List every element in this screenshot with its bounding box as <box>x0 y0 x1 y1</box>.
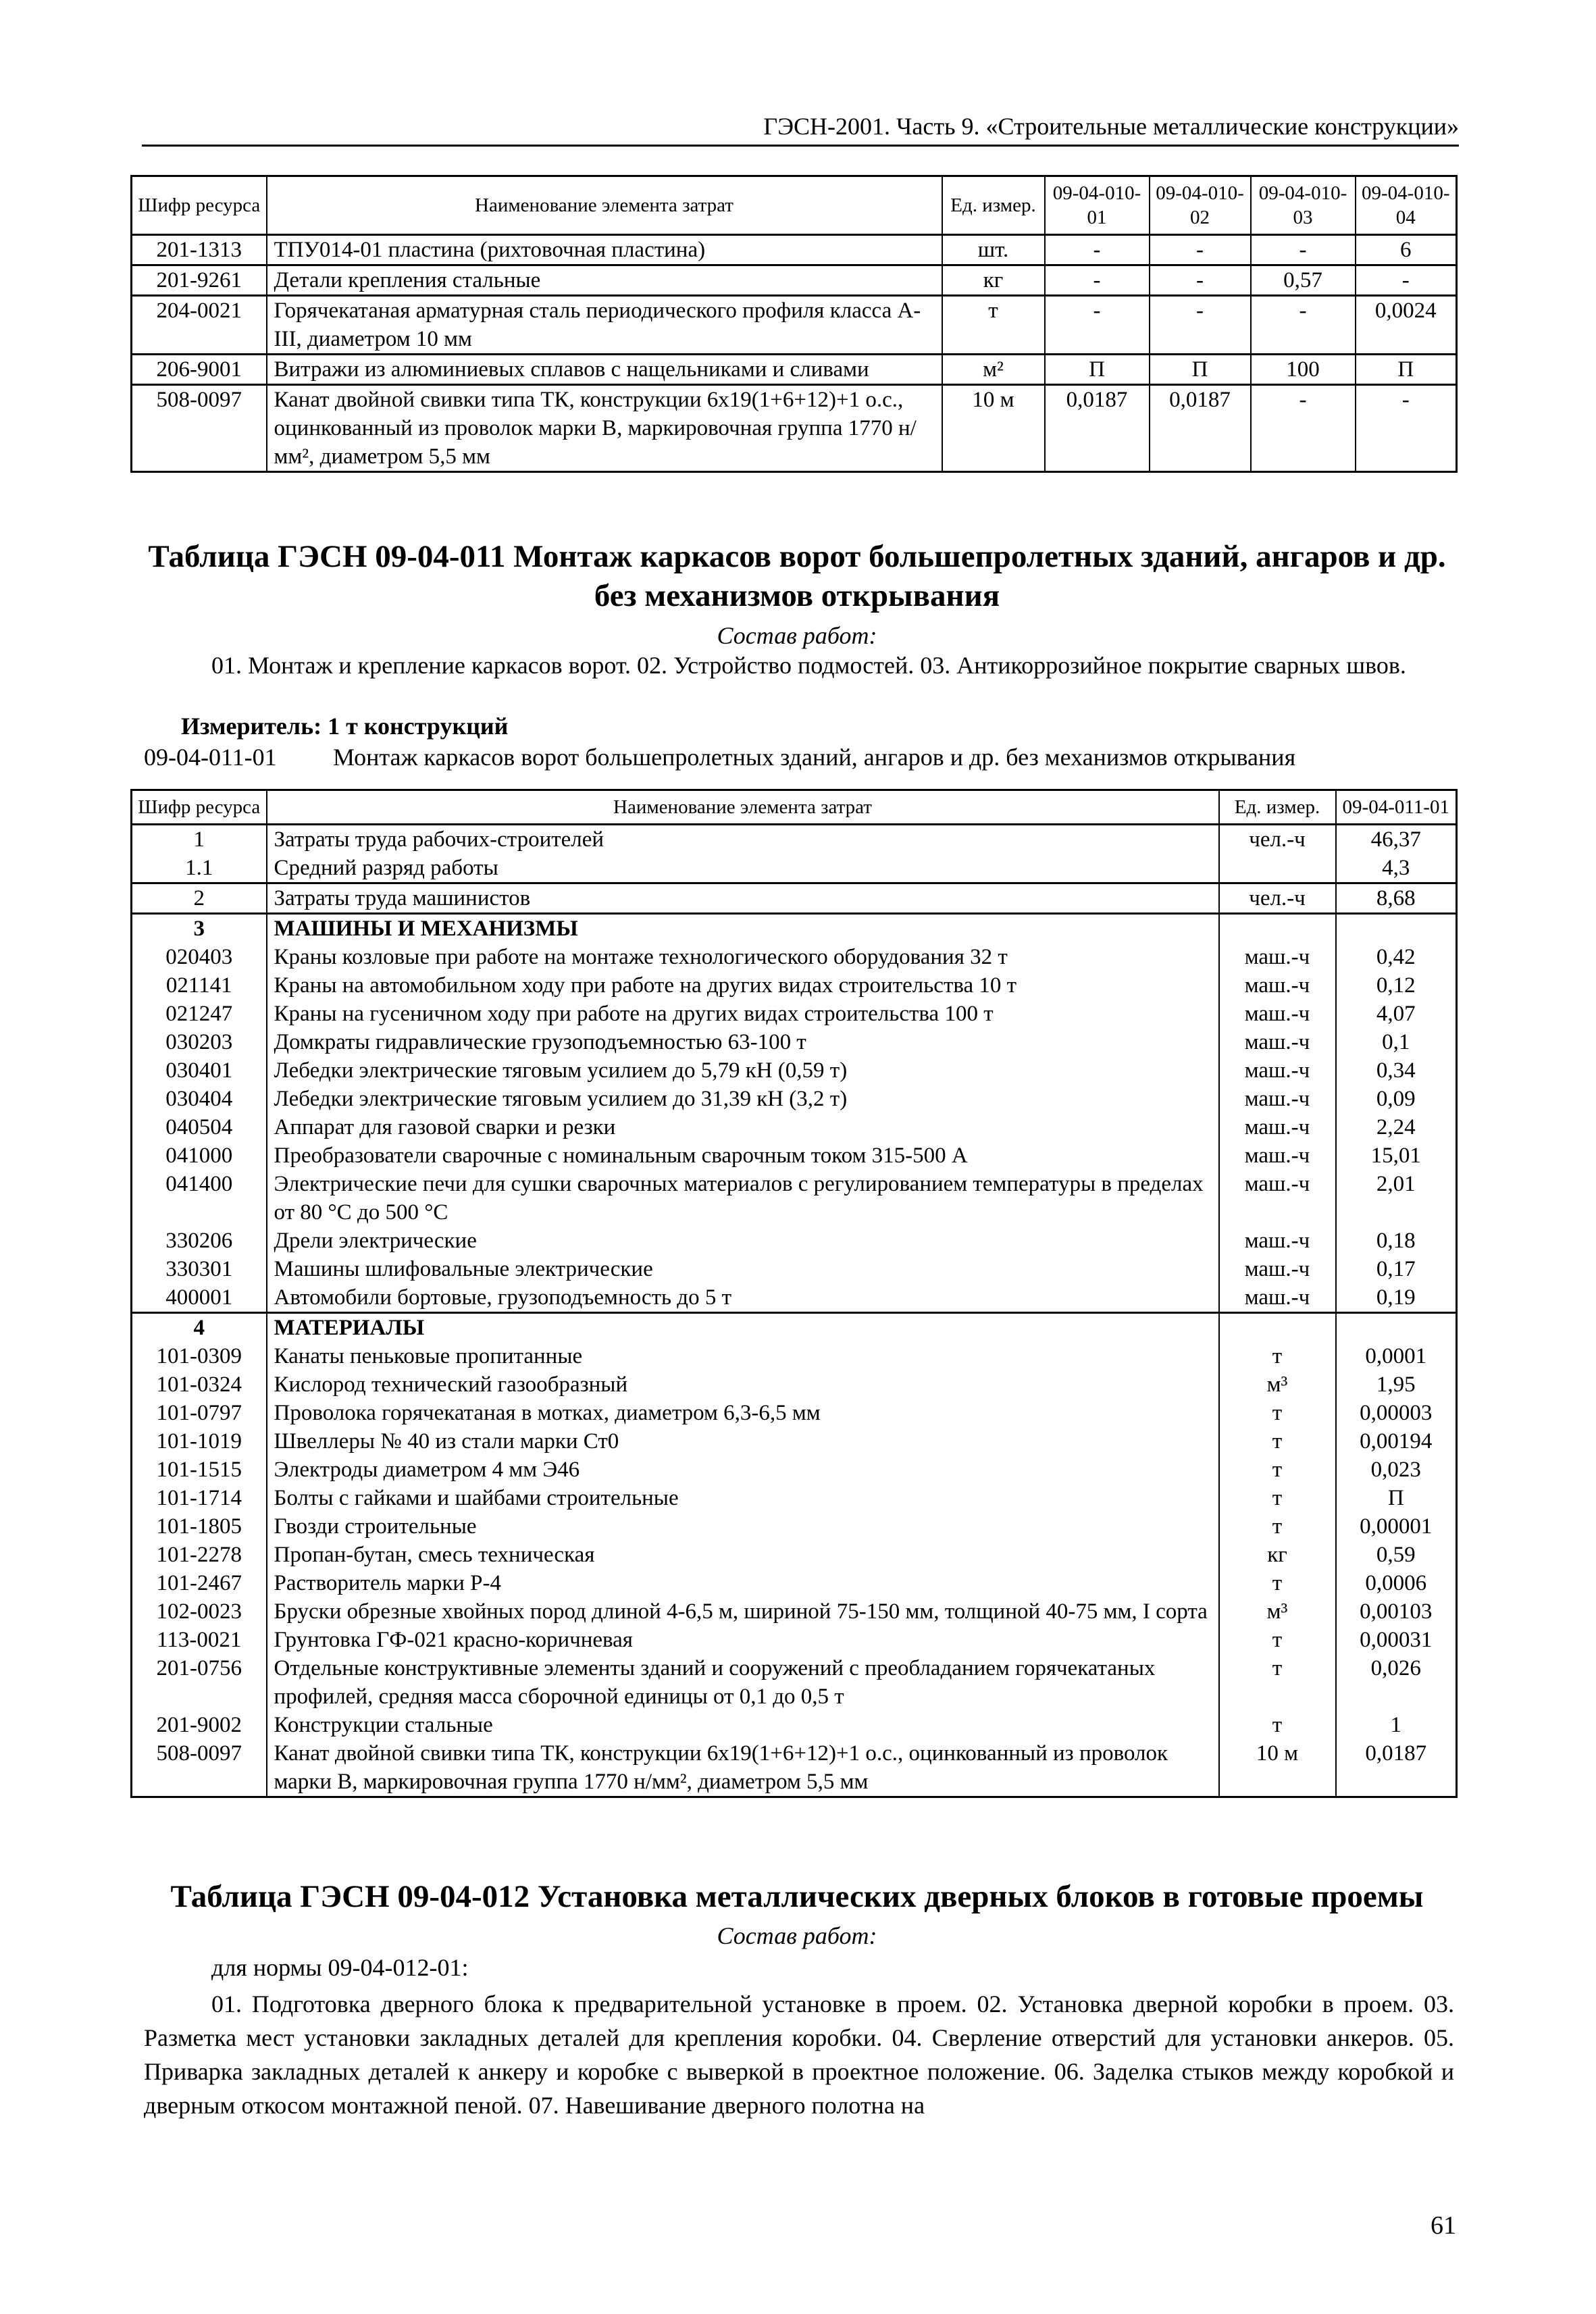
resource-code: 020403 <box>132 943 267 971</box>
table-row <box>132 1654 1457 1711</box>
resource-name: Электроды диаметром 4 мм Э46 <box>267 1456 1219 1484</box>
norm-value: 100 <box>1251 355 1356 385</box>
norm-value: 0,09 <box>1336 1085 1457 1113</box>
table-row <box>132 1512 1457 1541</box>
norm-value: П <box>1045 355 1150 385</box>
resource-unit: т <box>1219 1427 1336 1456</box>
table-row <box>132 1000 1457 1028</box>
norm-value: 0,1 <box>1336 1028 1457 1056</box>
measurer: Измеритель: 1 т конструкций <box>181 713 509 740</box>
resource-name: Проволока горячекатаная в мотках, диаметром 6,3-6,5 мм <box>267 1399 1219 1427</box>
resource-name: МАШИНЫ И МЕХАНИЗМЫ <box>267 914 1219 944</box>
resource-unit: т <box>1219 1569 1336 1597</box>
norm-value: 0,0187 <box>1150 385 1251 472</box>
norm-value: П <box>1150 355 1251 385</box>
resource-code: 113-0021 <box>132 1626 267 1654</box>
resource-code: 330206 <box>132 1227 267 1255</box>
resource-code: 1 <box>132 825 267 854</box>
resource-name: Витражи из алюминиевых сплавов с нащельниками и сливами <box>267 355 942 385</box>
resource-name: Затраты труда машинистов <box>267 883 1219 914</box>
resource-code: 021141 <box>132 971 267 1000</box>
resource-code: 030404 <box>132 1085 267 1113</box>
resource-code: 101-1515 <box>132 1456 267 1484</box>
resource-code: 201-9261 <box>132 265 267 296</box>
resource-name: Канаты пеньковые пропитанные <box>267 1342 1219 1370</box>
norm-value: - <box>1150 296 1251 355</box>
table-row <box>132 943 1457 971</box>
resource-code: 330301 <box>132 1255 267 1283</box>
resource-name: Дрели электрические <box>267 1227 1219 1255</box>
resource-name: МАТЕРИАЛЫ <box>267 1313 1219 1343</box>
resource-name: Пропан-бутан, смесь техническая <box>267 1541 1219 1569</box>
table-row <box>132 265 1457 296</box>
resource-code: 1.1 <box>132 854 267 883</box>
resource-name: Бруски обрезные хвойных пород длиной 4-6,5 м, шириной 75-150 мм, толщиной 40-75 мм, I сорта <box>267 1597 1219 1626</box>
work-composition-text: 01. Подготовка дверного блока к предварительной установке в проем. 02. Установка дверной коробки в проем. 03. Разметка мест установки закладных деталей для крепления коробки. 04. Сверление отверстий для установки анкеров. 05. Приварка закладных деталей к анкеру и коробке с выверкой в проектное положение. 06. Заделка стыков между коробкой и дверным откосом монтажной пеной. 07. Навешивание дверного полотна на <box>144 1990 1454 2119</box>
norm-code: 09-04-011-01 <box>144 744 277 771</box>
norm-value: 0,0024 <box>1356 296 1457 355</box>
norm-value: 0,57 <box>1251 265 1356 296</box>
resource-name: Отдельные конструктивные элементы зданий и сооружений с преобладанием горячекатаных профилей, средняя масса сборочной единицы от 0,1 до 0,5 т <box>267 1654 1219 1711</box>
resource-name: Детали крепления стальные <box>267 265 942 296</box>
resource-code: 041400 <box>132 1170 267 1227</box>
resource-unit: т <box>1219 1342 1336 1370</box>
resource-unit: кг <box>942 265 1045 296</box>
table-row <box>132 1626 1457 1654</box>
norm-value: 2,24 <box>1336 1113 1457 1141</box>
resource-code: 204-0021 <box>132 296 267 355</box>
table-row <box>132 1569 1457 1597</box>
resource-code: 102-0023 <box>132 1597 267 1626</box>
resource-code: 030401 <box>132 1056 267 1085</box>
resource-unit: маш.-ч <box>1219 1056 1336 1085</box>
resource-code: 508-0097 <box>132 385 267 472</box>
table-row <box>132 1255 1457 1283</box>
resource-unit: 10 м <box>942 385 1045 472</box>
norm-value: 1 <box>1336 1711 1457 1739</box>
norm-value: 8,68 <box>1336 883 1457 914</box>
table-row <box>132 1597 1457 1626</box>
norm-value: 0,026 <box>1336 1654 1457 1711</box>
resource-name: Болты с гайками и шайбами строительные <box>267 1484 1219 1512</box>
norm-value: - <box>1045 265 1150 296</box>
table-row <box>132 883 1457 914</box>
resource-code: 101-1019 <box>132 1427 267 1456</box>
table-row <box>132 235 1457 265</box>
resource-code: 4 <box>132 1313 267 1343</box>
resource-name: Преобразователи сварочные с номинальным сварочным током 315-500 А <box>267 1141 1219 1170</box>
resource-code: 101-2467 <box>132 1569 267 1597</box>
work-composition-text: 01. Монтаж и крепление каркасов ворот. 02. Устройство подмостей. 03. Антикоррозийное покрытие сварных швов. <box>211 652 1406 679</box>
resource-name: Конструкции стальные <box>267 1711 1219 1739</box>
resource-unit: маш.-ч <box>1219 971 1336 1000</box>
resource-name: Канат двойной свивки типа ТК, конструкции 6х19(1+6+12)+1 о.с., оцинкованный из проволок марки В, маркировочная группа 1770 н/мм², диаметром 5,5 мм <box>267 1739 1219 1797</box>
resource-name: Аппарат для газовой сварки и резки <box>267 1113 1219 1141</box>
resource-unit: м³ <box>1219 1370 1336 1399</box>
resource-unit <box>1219 914 1336 944</box>
norm-value: 15,01 <box>1336 1141 1457 1170</box>
norm-value: 0,00031 <box>1336 1626 1457 1654</box>
resource-unit: маш.-ч <box>1219 1227 1336 1255</box>
table-row <box>132 1484 1457 1512</box>
resource-name: Растворитель марки Р-4 <box>267 1569 1219 1597</box>
norm-value: - <box>1356 385 1457 472</box>
norm-value: 0,12 <box>1336 971 1457 1000</box>
norm-value: - <box>1045 296 1150 355</box>
resource-name: Канат двойной свивки типа ТК, конструкции 6х19(1+6+12)+1 о.с., оцинкованный из проволок марки В, маркировочная группа 1770 н/мм², диаметром 5,5 мм <box>267 385 942 472</box>
resource-unit <box>1219 854 1336 883</box>
norm-value: 0,00194 <box>1336 1427 1457 1456</box>
table-row <box>132 296 1457 355</box>
resource-unit: чел.-ч <box>1219 825 1336 854</box>
norm-value: П <box>1356 355 1457 385</box>
resource-code: 508-0097 <box>132 1739 267 1797</box>
resource-name: Лебедки электрические тяговым усилием до 5,79 кН (0,59 т) <box>267 1056 1219 1085</box>
norm-value: 4,07 <box>1336 1000 1457 1028</box>
table-row <box>132 1085 1457 1113</box>
resource-table-09-04-011 <box>130 789 1458 1798</box>
norm-value: 0,023 <box>1336 1456 1457 1484</box>
resource-unit: маш.-ч <box>1219 1283 1336 1313</box>
resource-unit: т <box>1219 1512 1336 1541</box>
norm-value: - <box>1356 265 1457 296</box>
resource-unit: маш.-ч <box>1219 1141 1336 1170</box>
resource-code: 030203 <box>132 1028 267 1056</box>
resource-unit: т <box>942 296 1045 355</box>
norm-value: 0,19 <box>1336 1283 1457 1313</box>
norm-value: - <box>1150 265 1251 296</box>
header-name: Наименование элемента затрат <box>267 790 1219 825</box>
norm-value: 0,42 <box>1336 943 1457 971</box>
resource-code: 041000 <box>132 1141 267 1170</box>
norm-value: 0,0006 <box>1336 1569 1457 1597</box>
resource-code: 101-0324 <box>132 1370 267 1399</box>
resource-unit: маш.-ч <box>1219 1085 1336 1113</box>
norm-value: 0,0001 <box>1336 1342 1457 1370</box>
header-unit: Ед. измер. <box>942 176 1045 235</box>
resource-code: 101-2278 <box>132 1541 267 1569</box>
resource-unit: маш.-ч <box>1219 1170 1336 1227</box>
resource-name: Домкраты гидравлические грузоподъемностью 63-100 т <box>267 1028 1219 1056</box>
header-norm-col: 09-04-010-03 <box>1251 176 1356 235</box>
resource-unit: т <box>1219 1456 1336 1484</box>
resource-code: 040504 <box>132 1113 267 1141</box>
table-row <box>132 1541 1457 1569</box>
table-row <box>132 854 1457 883</box>
table-row <box>132 1342 1457 1370</box>
resource-name: Гвозди строительные <box>267 1512 1219 1541</box>
norm-value: П <box>1336 1484 1457 1512</box>
header-norm-col: 09-04-010-04 <box>1356 176 1457 235</box>
resource-name: Краны козловые при работе на монтаже технологического оборудования 32 т <box>267 943 1219 971</box>
resource-name: Краны на гусеничном ходу при работе на других видах строительства 100 т <box>267 1000 1219 1028</box>
norm-value: 0,34 <box>1336 1056 1457 1085</box>
resource-unit: кг <box>1219 1541 1336 1569</box>
table-row <box>132 385 1457 472</box>
resource-name: Затраты труда рабочих-строителей <box>267 825 1219 854</box>
table-row <box>132 1141 1457 1170</box>
resource-code: 2 <box>132 883 267 914</box>
resource-unit: шт. <box>942 235 1045 265</box>
norm-value: 0,0187 <box>1045 385 1150 472</box>
section-title-09-04-012: Таблица ГЭСН 09-04-012 Установка металлических дверных блоков в готовые проемы <box>170 1879 1424 1914</box>
resource-name: Грунтовка ГФ-021 красно-коричневая <box>267 1626 1219 1654</box>
resource-unit: м² <box>942 355 1045 385</box>
table-row <box>132 1370 1457 1399</box>
page-number: 61 <box>1431 2211 1456 2240</box>
resource-unit: маш.-ч <box>1219 1255 1336 1283</box>
resource-unit: т <box>1219 1626 1336 1654</box>
resource-name: Автомобили бортовые, грузоподъемность до 5 т <box>267 1283 1219 1313</box>
resource-unit: маш.-ч <box>1219 1113 1336 1141</box>
header-unit: Ед. измер. <box>1219 790 1336 825</box>
norm-value: - <box>1150 235 1251 265</box>
resource-name: ТПУ014-01 пластина (рихтовочная пластина) <box>267 235 942 265</box>
resource-name: Краны на автомобильном ходу при работе на других видах строительства 10 т <box>267 971 1219 1000</box>
header-name: Наименование элемента затрат <box>267 176 942 235</box>
resource-unit: т <box>1219 1484 1336 1512</box>
resource-code: 101-1714 <box>132 1484 267 1512</box>
norm-value: - <box>1251 296 1356 355</box>
table-row <box>132 1739 1457 1797</box>
work-composition-label: Состав работ: <box>717 622 877 649</box>
norm-value: 1,95 <box>1336 1370 1457 1399</box>
resource-code: 201-0756 <box>132 1654 267 1711</box>
resource-name: Горячекатаная арматурная сталь периодического профиля класса А-III, диаметром 10 мм <box>267 296 942 355</box>
resource-unit: маш.-ч <box>1219 1028 1336 1056</box>
table-row <box>132 1711 1457 1739</box>
resource-unit: м³ <box>1219 1597 1336 1626</box>
table-row <box>132 1113 1457 1141</box>
resource-name: Средний разряд работы <box>267 854 1219 883</box>
norm-line <box>144 743 1461 771</box>
header-code: Шифр ресурса <box>132 176 267 235</box>
table-row <box>132 825 1457 854</box>
table-row <box>132 1028 1457 1056</box>
section-title-09-04-011: Таблица ГЭСН 09-04-011 Монтаж каркасов ворот большепролетных зданий, ангаров и др. без механизмов открывания <box>148 539 1446 613</box>
norm-value <box>1336 1313 1457 1343</box>
table-row <box>132 1313 1457 1343</box>
resource-code: 021247 <box>132 1000 267 1028</box>
table-row <box>132 1456 1457 1484</box>
resource-table-09-04-010 <box>130 175 1458 473</box>
norm-value: 0,00003 <box>1336 1399 1457 1427</box>
resource-name: Электрические печи для сушки сварочных материалов с регулированием температуры в пределах от 80 °С до 500 °С <box>267 1170 1219 1227</box>
norm-value: - <box>1251 385 1356 472</box>
header-norm-col: 09-04-010-01 <box>1045 176 1150 235</box>
norm-value: 0,0187 <box>1336 1739 1457 1797</box>
resource-unit: маш.-ч <box>1219 1000 1336 1028</box>
resource-name: Кислород технический газообразный <box>267 1370 1219 1399</box>
work-composition-label: Состав работ: <box>717 1922 877 1949</box>
resource-code: 3 <box>132 914 267 944</box>
header-norm-col: 09-04-011-01 <box>1336 790 1457 825</box>
table-row <box>132 1399 1457 1427</box>
table-row <box>132 1056 1457 1085</box>
norm-value: - <box>1251 235 1356 265</box>
norm-value: - <box>1045 235 1150 265</box>
norm-value: 46,37 <box>1336 825 1457 854</box>
norm-value: 0,18 <box>1336 1227 1457 1255</box>
norm-name: Монтаж каркасов ворот большепролетных зданий, ангаров и др. без механизмов открывания <box>333 744 1296 771</box>
resource-code: 201-9002 <box>132 1711 267 1739</box>
resource-code: 101-1805 <box>132 1512 267 1541</box>
table-row <box>132 1283 1457 1313</box>
for-norm-label: для нормы 09-04-012-01: <box>211 1954 469 1981</box>
resource-name: Швеллеры № 40 из стали марки Ст0 <box>267 1427 1219 1456</box>
table-row <box>132 1427 1457 1456</box>
table-row <box>132 355 1457 385</box>
table-row <box>132 1170 1457 1227</box>
norm-value: 0,59 <box>1336 1541 1457 1569</box>
resource-code: 206-9001 <box>132 355 267 385</box>
resource-unit: 10 м <box>1219 1739 1336 1797</box>
norm-value: 2,01 <box>1336 1170 1457 1227</box>
running-header: ГЭСН-2001. Часть 9. «Строительные металлические конструкции» <box>142 112 1459 147</box>
resource-unit: т <box>1219 1711 1336 1739</box>
table-row <box>132 971 1457 1000</box>
norm-value: 6 <box>1356 235 1457 265</box>
header-code: Шифр ресурса <box>132 790 267 825</box>
resource-name: Машины шлифовальные электрические <box>267 1255 1219 1283</box>
norm-value: 0,00103 <box>1336 1597 1457 1626</box>
norm-value <box>1336 914 1457 944</box>
header-norm-col: 09-04-010-02 <box>1150 176 1251 235</box>
resource-unit <box>1219 1313 1336 1343</box>
resource-code: 201-1313 <box>132 235 267 265</box>
resource-unit: т <box>1219 1654 1336 1711</box>
resource-unit: чел.-ч <box>1219 883 1336 914</box>
resource-unit: маш.-ч <box>1219 943 1336 971</box>
table-row <box>132 1227 1457 1255</box>
norm-value: 0,17 <box>1336 1255 1457 1283</box>
norm-value: 4,3 <box>1336 854 1457 883</box>
resource-code: 400001 <box>132 1283 267 1313</box>
norm-value: 0,00001 <box>1336 1512 1457 1541</box>
resource-name: Лебедки электрические тяговым усилием до 31,39 кН (3,2 т) <box>267 1085 1219 1113</box>
resource-code: 101-0309 <box>132 1342 267 1370</box>
resource-unit: т <box>1219 1399 1336 1427</box>
resource-code: 101-0797 <box>132 1399 267 1427</box>
table-row <box>132 914 1457 944</box>
